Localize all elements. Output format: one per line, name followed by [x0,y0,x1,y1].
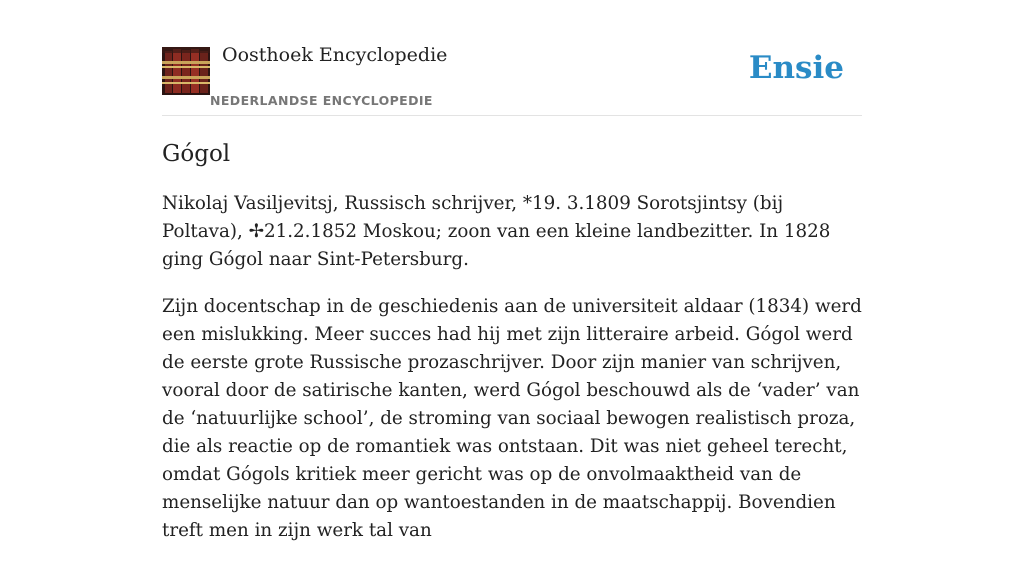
site-subtitle: NEDERLANDSE ENCYCLOPEDIE [210,93,433,108]
site-header [162,0,862,116]
article-paragraph-2: Zijn docentschap in de geschiedenis aan de universiteit aldaar (1834) werd een mislukking. Meer succes had hij met zijn litteraire arbeid. Gógol werd de eerste grote Russische prozaschrijver. Door zijn manier van schrijven, vooral door de satirische kanten, werd Gógol beschouwd als de ‘vader’ van de ‘natuurlijke school’, de stroming van sociaal bewogen realistisch proza, die als reactie op de romantiek was ontstaan. Dit was niet geheel terecht, omdat Gógols kritiek meer gericht was op de onvolmaaktheid van de menselijke natuur dan op wantoestanden in de maatschappij. Bovendien treft men in zijn werk tal van [162,296,862,541]
book-spines-icon [162,47,210,95]
article-paragraph-1: Nikolaj Vasiljevitsj, Russisch schrijver, *19. 3.1809 Sorotsjintsy (bij Poltava), ✢21.2.1852 Moskou; zoon van een kleine landbezitter. In 1828 ging Gógol naar Sint-Petersburg. [162,193,831,270]
site-name-link[interactable]: Oosthoek Encyclopedie [222,44,448,66]
article-title: Gógol [162,141,231,167]
site-logo-avatar[interactable] [162,47,210,95]
ensie-brand-link[interactable]: Ensie [748,50,844,86]
article [162,138,862,564]
